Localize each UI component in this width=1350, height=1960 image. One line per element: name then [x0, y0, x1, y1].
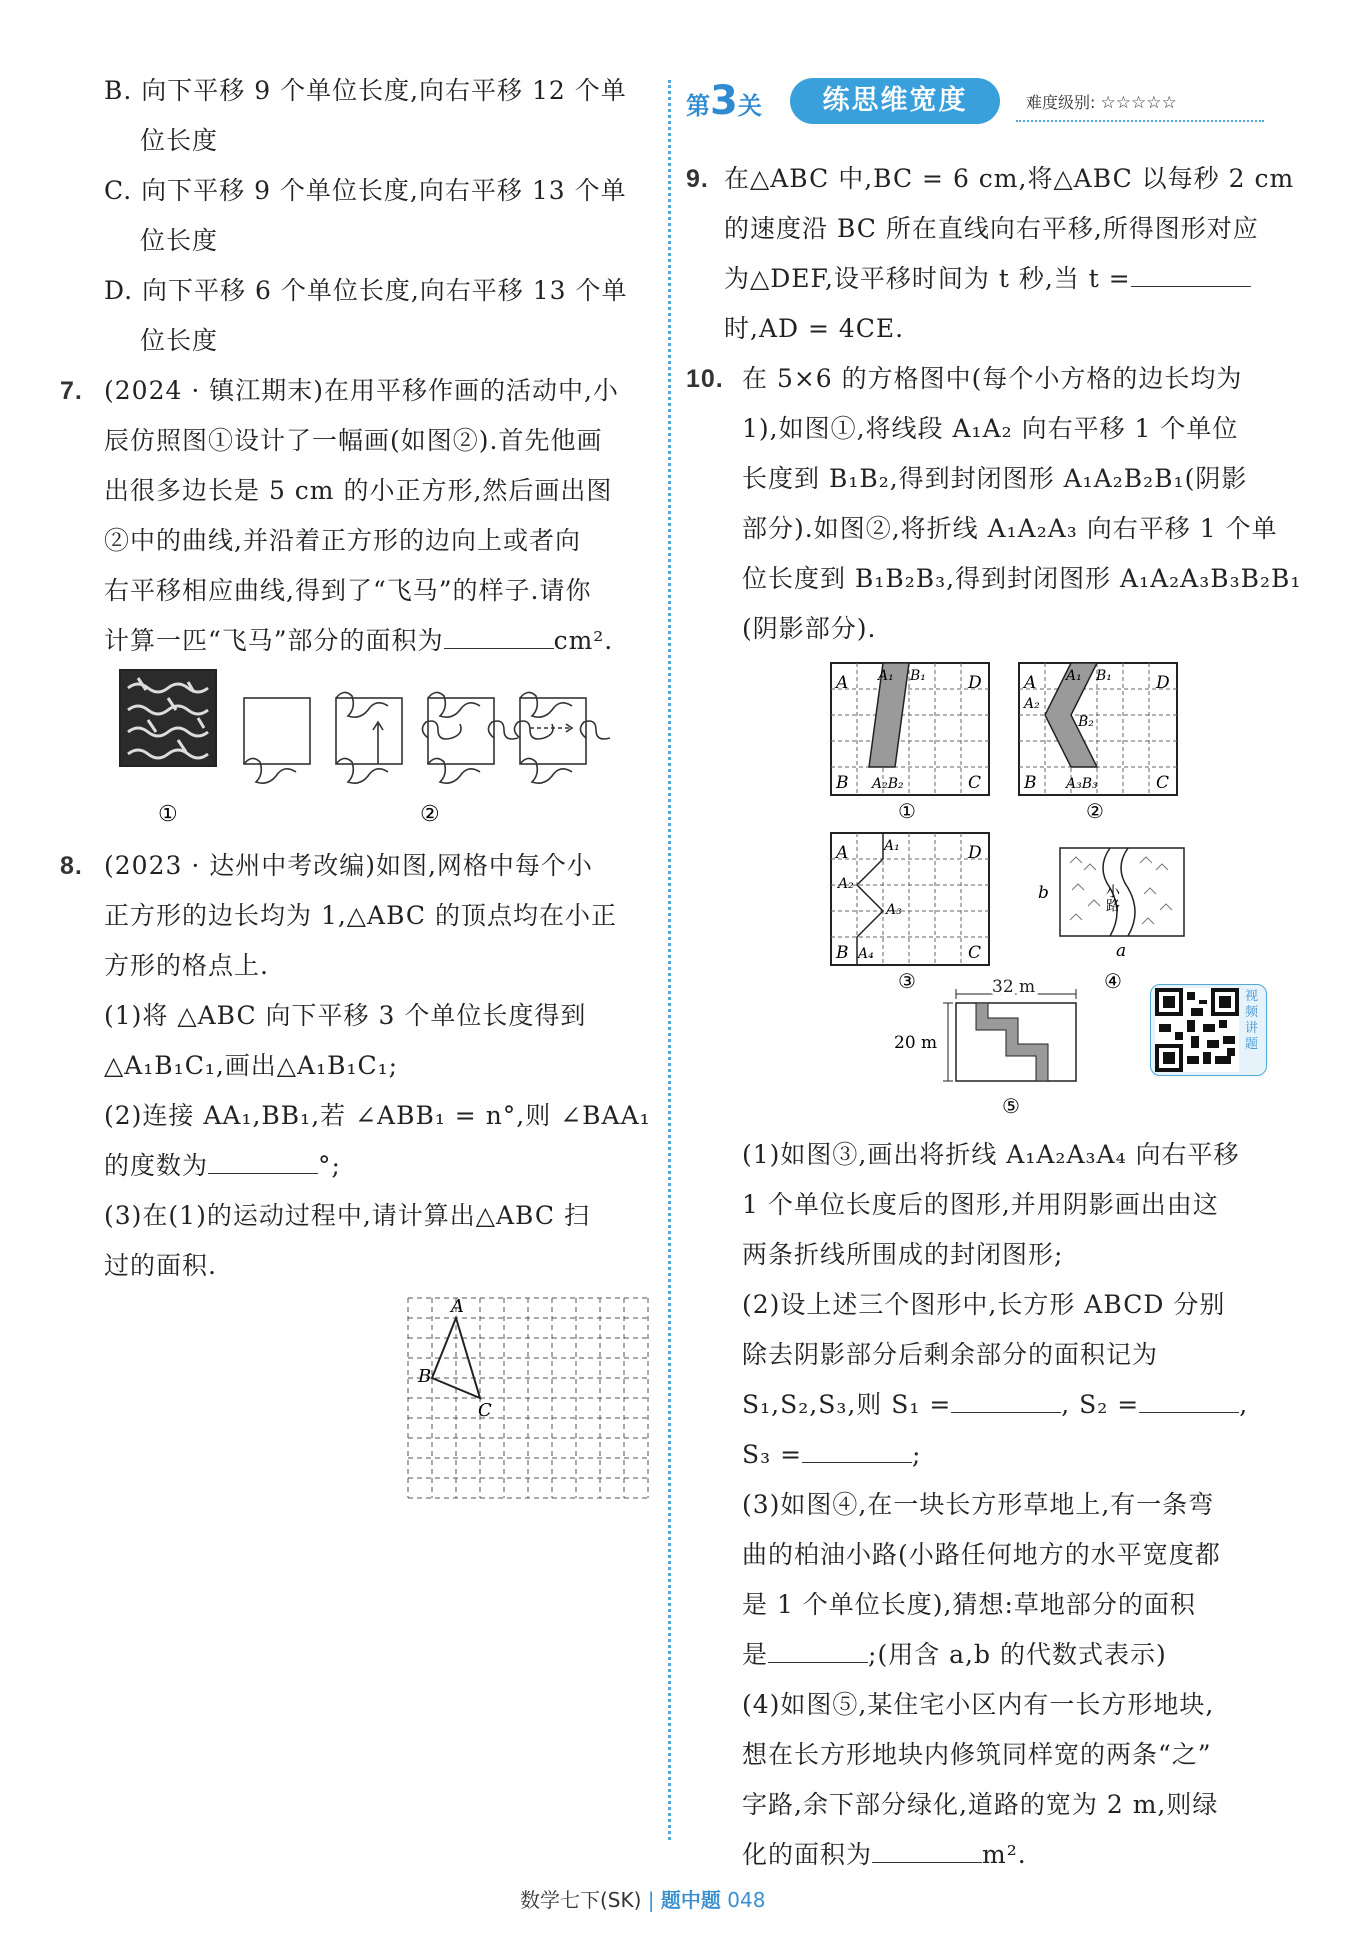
q9-line2: 的速度沿 BC 所在直线向右平移,所得图形对应 [724, 214, 1259, 243]
q10-sub4-line4 [742, 1840, 1027, 1870]
s3-end: ; [912, 1440, 922, 1469]
svg-text:A₂: A₂ [1024, 696, 1040, 712]
footer-page-number: 048 [727, 1888, 766, 1912]
q7-answer-blank[interactable] [444, 626, 554, 649]
q10-number: 10. [686, 365, 724, 393]
green-area-blank[interactable] [872, 1840, 982, 1863]
section-title: 练思维宽度 [790, 78, 1000, 124]
footer-book: 数学七下(SK) [520, 1888, 642, 1912]
q8-sub2-line1: (2)连接 AA₁,BB₁,若 ∠ABB₁ = n°,则 ∠BAA₁ [104, 1101, 651, 1130]
q9-line4: 时,AD = 4CE. [724, 314, 905, 343]
lawn-b: b [1038, 883, 1049, 903]
dim-20: 20 m [894, 1033, 938, 1053]
q9-line1: 在△ABC 中,BC = 6 cm,将△ABC 以每秒 2 cm [724, 164, 1295, 193]
q7-fig-label-2: ② [420, 802, 440, 827]
difficulty-label: 难度级别: ☆☆☆☆☆ [1026, 93, 1177, 113]
q10-sub4-line1: (4)如图⑤,某住宅小区内有一长方形地块, [742, 1690, 1215, 1719]
fig-label-5: ⑤ [1002, 1094, 1020, 1118]
fig-label-4: ④ [1104, 969, 1122, 993]
svg-text:A₂: A₂ [838, 876, 854, 892]
q10-line6: (阴影部分). [742, 614, 877, 643]
q10-sub3-text: 是 [742, 1640, 769, 1669]
q9-line3-text: 为△DEF,设平移时间为 t 秒,当 t = [724, 264, 1131, 293]
s3-text: S₃ = [742, 1440, 803, 1469]
q7-line6 [104, 626, 613, 656]
page-footer [520, 1884, 765, 1913]
q7-number: 7. [60, 377, 83, 405]
svg-text:A₃: A₃ [886, 902, 902, 918]
option-d-line2: 位长度 [140, 326, 219, 355]
q7-line6-text: 计算一匹“飞马”部分的面积为 [104, 626, 444, 655]
q10-line4: 部分).如图②,将折线 A₁A₂A₃ 向右平移 1 个单 [742, 514, 1278, 543]
svg-text:A: A [836, 673, 849, 693]
option-c-line1: C. 向下平移 9 个单位长度,向右平移 13 个单 [104, 176, 627, 205]
footer-sep: | [647, 1888, 655, 1912]
q8-grid-figure [406, 1296, 650, 1500]
fig-label-3: ③ [898, 969, 916, 993]
svg-text:C: C [968, 773, 982, 793]
lawn-road-figure [1038, 848, 1184, 993]
option-b-line1: B. 向下平移 9 个单位长度,向右平移 12 个单 [104, 76, 627, 105]
level-badge: 第3关 [686, 78, 762, 124]
svg-text:C: C [968, 943, 982, 963]
q10-sub3-line2: 曲的柏油小路(小路任何地方的水平宽度都 [742, 1540, 1221, 1569]
section-header [686, 78, 1266, 128]
svg-text:D: D [968, 673, 982, 693]
q8-angle-blank[interactable] [208, 1151, 318, 1174]
q10-sub3-end: ;(用含 a,b 的代数式表示) [868, 1640, 1167, 1669]
svg-text:B: B [836, 773, 849, 793]
footer-series: 题中题 [660, 1888, 721, 1912]
video-qr-code[interactable] [1150, 984, 1267, 1076]
svg-text:B₂: B₂ [1078, 714, 1094, 730]
q10-sub4-unit: m². [982, 1840, 1027, 1869]
header-underline [1016, 120, 1264, 122]
q10-sub3-line4 [742, 1640, 1167, 1670]
q8-sub2-line2 [104, 1151, 341, 1181]
q7-line4: ②中的曲线,并沿着正方形的边向上或者向 [104, 526, 581, 555]
vertex-b: B [418, 1366, 432, 1387]
svg-text:D: D [968, 843, 982, 863]
q9-answer-blank[interactable] [1131, 264, 1251, 287]
svg-text:B: B [836, 943, 849, 963]
vertex-c: C [478, 1400, 492, 1421]
fig-label-1: ① [898, 799, 916, 823]
q8-sub2-text: 的度数为 [104, 1151, 209, 1180]
q10-sub2-line3: S₁,S₂,S₃,则 S₁ = , S₂ = , [742, 1390, 1249, 1419]
fig-label-2: ② [1086, 799, 1104, 823]
q8-sub3-line2: 过的面积. [104, 1251, 217, 1280]
svg-text:A₂B₂: A₂B₂ [872, 776, 904, 792]
q10-sub2-line1: (2)设上述三个图形中,长方形 ABCD 分别 [742, 1290, 1226, 1319]
horse-outline-steps [244, 692, 610, 783]
flying-horse-tessellation [120, 670, 216, 766]
q7-fig-label-1: ① [158, 802, 178, 827]
svg-text:A₁: A₁ [884, 838, 900, 854]
q10-sub4-line2: 想在长方形地块内修筑同样宽的两条“之” [742, 1740, 1212, 1769]
q10-sub4-text: 化的面积为 [742, 1840, 873, 1869]
svg-text:A₁: A₁ [1066, 668, 1082, 684]
dim-32: 32 m [992, 977, 1036, 997]
vertex-a: A [451, 1296, 464, 1317]
grid-figure-2 [1019, 663, 1177, 823]
option-d-line1: D. 向下平移 6 个单位长度,向右平移 13 个单 [104, 276, 628, 305]
grid-figure-3 [831, 833, 989, 993]
q8-line1: (2023 · 达州中考改编)如图,网格中每个小 [104, 851, 593, 880]
s2-blank[interactable] [1139, 1390, 1239, 1413]
q8-sub1-line2: △A₁B₁C₁,画出△A₁B₁C₁; [104, 1051, 399, 1080]
svg-text:B₁: B₁ [1096, 668, 1112, 684]
svg-text:B₁: B₁ [910, 668, 926, 684]
s2-text: , S₂ = [1061, 1390, 1140, 1419]
lawn-a: a [1116, 941, 1127, 961]
video-label: 视频讲题 [1245, 989, 1259, 1052]
svg-text:A₁: A₁ [878, 668, 894, 684]
q7-line5: 右平移相应曲线,得到了“飞马”的样子.请你 [104, 576, 592, 605]
q10-sub1-line3: 两条折线所围成的封闭图形; [742, 1240, 1064, 1269]
q10-line2: 1),如图①,将线段 A₁A₂ 向右平移 1 个单位 [742, 414, 1239, 443]
svg-text:A: A [1024, 673, 1037, 693]
q9-line3 [724, 264, 1251, 294]
q9-number: 9. [686, 165, 709, 193]
q10-sub1-line1: (1)如图③,画出将折线 A₁A₂A₃A₄ 向右平移 [742, 1140, 1240, 1169]
q10-sub3-line1: (3)如图④,在一块长方形草地上,有一条弯 [742, 1490, 1215, 1519]
q10-line1: 在 5×6 的方格图中(每个小方格的边长均为 [742, 364, 1243, 393]
q7-unit: cm². [553, 626, 614, 655]
road-label: 小路 [1104, 884, 1120, 912]
q10-sub4-line3: 字路,余下部分绿化,道路的宽为 2 m,则绿 [742, 1790, 1219, 1819]
grid-figure-1 [831, 663, 989, 823]
q10-sub3-line3: 是 1 个单位长度),猜想:草地部分的面积 [742, 1590, 1196, 1619]
svg-text:B: B [1024, 773, 1037, 793]
q7-figures [118, 668, 638, 838]
q10-sub2-line2: 除去阴影部分后剩余部分的面积记为 [742, 1340, 1159, 1369]
s1-blank[interactable] [951, 1390, 1061, 1413]
column-divider [668, 80, 671, 1840]
q7-line2: 辰仿照图①设计了一幅画(如图②).首先他画 [104, 426, 603, 455]
q10-sub1-line2: 1 个单位长度后的图形,并用阴影画出由这 [742, 1190, 1219, 1219]
svg-text:A₃B₃: A₃B₃ [1066, 776, 1098, 792]
q7-line1: (2024 · 镇江期末)在用平移作画的活动中,小 [104, 376, 619, 405]
lawn-area-blank[interactable] [768, 1640, 868, 1663]
q8-sub1-line1: (1)将 △ABC 向下平移 3 个单位长度得到 [104, 1001, 587, 1030]
q7-line3: 出很多边长是 5 cm 的小正方形,然后画出图 [104, 476, 613, 505]
option-b-line2: 位长度 [140, 126, 219, 155]
svg-text:C: C [1156, 773, 1170, 793]
q8-line3: 方形的格点上. [104, 951, 269, 980]
svg-text:A₄: A₄ [858, 946, 874, 962]
svg-text:D: D [1156, 673, 1170, 693]
q8-line2: 正方形的边长均为 1,△ABC 的顶点均在小正 [104, 901, 617, 930]
q8-sub3-line1: (3)在(1)的运动过程中,请计算出△ABC 扫 [104, 1201, 590, 1230]
s1-text: S₁,S₂,S₃,则 S₁ = [742, 1390, 952, 1419]
qr-icon [1155, 988, 1239, 1072]
q10-line5: 位长度到 B₁B₂B₃,得到封闭图形 A₁A₂A₃B₃B₂B₁ [742, 564, 1302, 593]
q10-sub2-line4 [742, 1440, 921, 1470]
option-c-line2: 位长度 [140, 226, 219, 255]
svg-text:A: A [836, 843, 849, 863]
q8-deg-suffix: °; [318, 1151, 341, 1180]
q8-number: 8. [60, 852, 83, 880]
zigzag-road-figure [894, 977, 1076, 1118]
s3-blank[interactable] [802, 1440, 912, 1463]
q10-line3: 长度到 B₁B₂,得到封闭图形 A₁A₂B₂B₁(阴影 [742, 464, 1248, 493]
